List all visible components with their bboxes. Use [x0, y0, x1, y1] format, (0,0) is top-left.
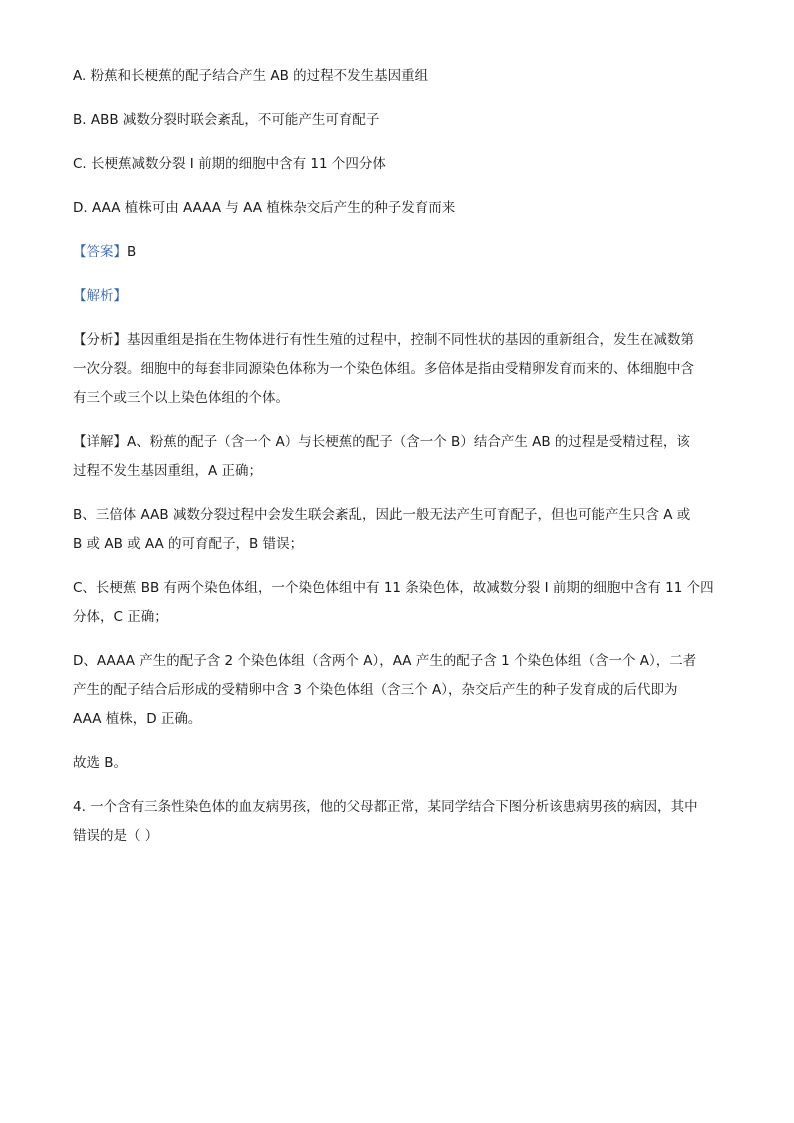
answer-tag: 【答案】	[73, 244, 127, 260]
xiangjie-tag: 【详解】	[73, 434, 127, 450]
xiangjie-line	[73, 428, 723, 457]
answer-value: B	[127, 244, 137, 260]
xiangjie-c-paragraph	[73, 574, 723, 632]
fenxi-paragraph	[73, 326, 723, 413]
xiangjie-line: 过程不发生基因重组，A 正确；	[73, 463, 263, 479]
question-line: 错误的是（ ）	[73, 828, 159, 844]
question-line: 4. 一个含有三条性染色体的血友病男孩，他的父母都正常，某同学结合下图分析该患病男孩的病因，其中	[73, 799, 698, 815]
xiangjie-line: D、AAAA 产生的配子含 2 个染色体组（含两个 A），AA 产生的配子含 1 个染色体组（含一个 A），二者	[73, 653, 697, 669]
xiangjie-a-paragraph	[73, 428, 723, 486]
analysis-tag: 【解析】	[73, 288, 127, 304]
xiangjie-line: 产生的配子结合后形成的受精卵中含 3 个染色体组（含三个 A），杂交后产生的种子发育成的后代即为	[73, 682, 678, 698]
xiangjie-line: B 或 AB 或 AA 的可育配子，B 错误；	[73, 536, 304, 552]
fenxi-text: 基因重组是指在生物体进行有性生殖的过程中，控制不同性状的基因的重新组合，发生在减数第	[127, 332, 694, 348]
document-page	[73, 62, 723, 851]
analysis-heading	[73, 282, 723, 311]
fenxi-line: 有三个或三个以上染色体组的个体。	[73, 390, 289, 406]
option-c: C. 长梗蕉减数分裂 I 前期的细胞中含有 11 个四分体	[73, 156, 386, 172]
fenxi-line	[73, 326, 723, 355]
xiangjie-d-paragraph	[73, 647, 723, 734]
option-b: B. ABB 减数分裂时联会紊乱，不可能产生可育配子	[73, 112, 380, 128]
option-a: A. 粉蕉和长梗蕉的配子结合产生 AB 的过程不发生基因重组	[73, 68, 429, 84]
option-d: D. AAA 植株可由 AAAA 与 AA 植株杂交后产生的种子发育而来	[73, 200, 456, 216]
question-4	[73, 793, 723, 851]
xiangjie-line: C、长梗蕉 BB 有两个染色体组，一个染色体组中有 11 条染色体，故减数分裂 I 前期的细胞中含有 11 个四	[73, 580, 714, 596]
xiangjie-a-text: A、粉蕉的配子（含一个 A）与长梗蕉的配子（含一个 B）结合产生 AB 的过程是受精过程，该	[127, 434, 690, 450]
xiangjie-line: 分体，C 正确；	[73, 609, 168, 625]
xiangjie-line: AAA 植株，D 正确。	[73, 711, 202, 727]
fenxi-tag: 【分析】	[73, 332, 127, 348]
xiangjie-line: B、三倍体 AAB 减数分裂过程中会发生联会紊乱，因此一般无法产生可育配子，但也可能产生只含 A 或	[73, 507, 691, 523]
xiangjie-b-paragraph	[73, 501, 723, 559]
fenxi-line: 一次分裂。细胞中的每套非同源染色体称为一个染色体组。多倍体是指由受精卵发育而来的、体细胞中含	[73, 361, 694, 377]
answer-line	[73, 238, 723, 267]
conclusion: 故选 B。	[73, 755, 128, 771]
